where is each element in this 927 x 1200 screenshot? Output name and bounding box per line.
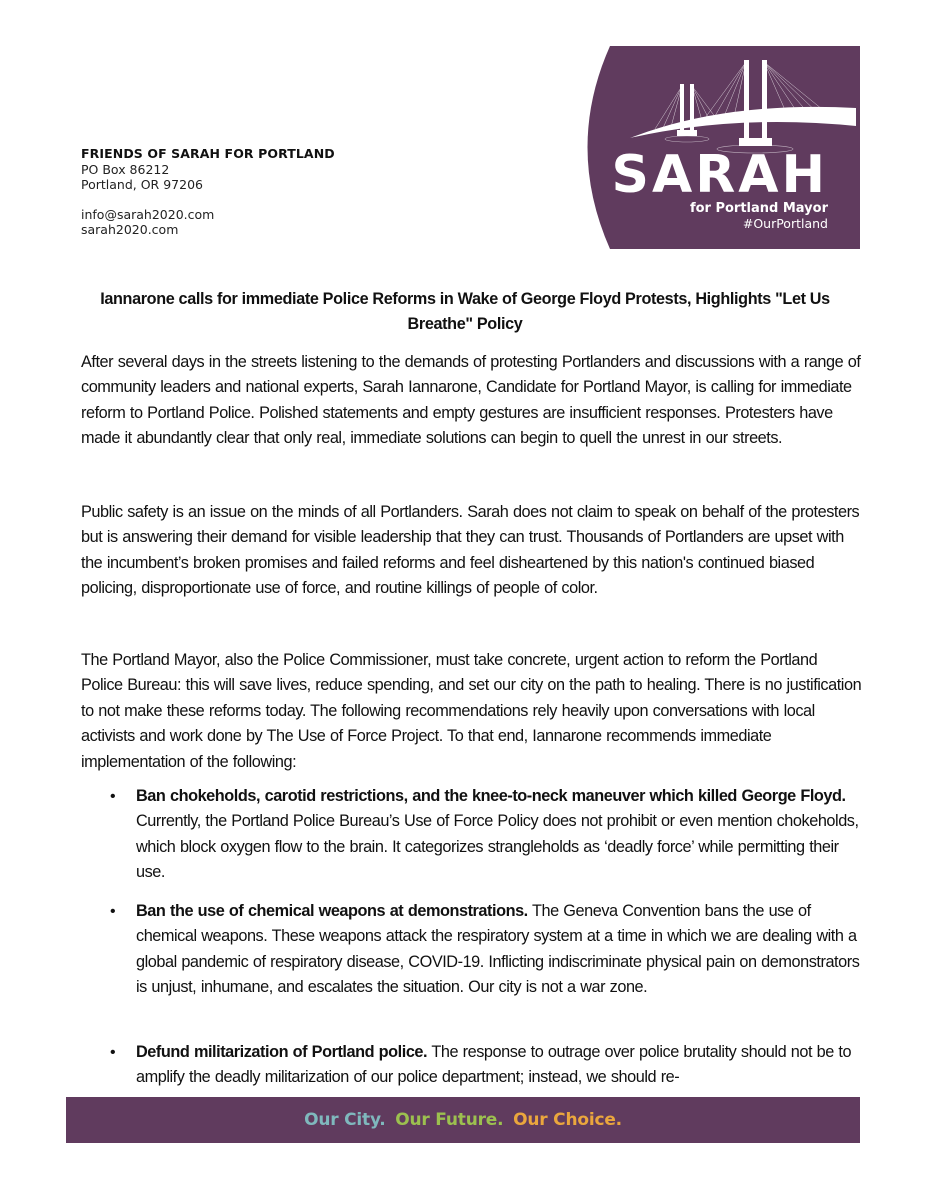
slogan: [302, 1110, 624, 1130]
paragraph-intro: After several days in the streets listening to the demands of protesting Portlanders and discussions with a range of community leaders and national experts, Sarah Iannarone, Candidate for Portland Mayor, is calling for immediate reform to Portland Police. Polished statements and empty gestures are insufficient responses. Protesters have made it abundantly clear that only real, immediate solutions can begin to quell the unrest in our streets.: [81, 353, 861, 448]
recommendation-text: The Geneva Convention bans the use of chemical weapons. These weapons attack the respiratory system at a time in which we are dealing with a global pandemic of respiratory disease, COVID-19. Inflicting indiscriminate physical pain on demonstrators is unjust, inhumane, and escalates the situation. Our city is not a war zone.: [136, 902, 860, 997]
bullet-icon: •: [110, 788, 116, 805]
bullet-icon: •: [110, 1044, 116, 1061]
recommendation-item: [81, 1040, 863, 1091]
logo-name: SARAH: [611, 145, 828, 205]
footer-slogan-bar: [66, 1097, 860, 1143]
campaign-logo: [585, 46, 860, 249]
press-release-headline: Iannarone calls for immediate Police Reforms in Wake of George Floyd Protests, Highlights "Let Us Breathe" Policy: [100, 290, 830, 333]
paragraph-public-safety: Public safety is an issue on the minds of all Portlanders. Sarah does not claim to speak on behalf of the protesters but is answering their demand for visible leadership that they can trust. Thousands of Portlanders are upset with the incumbent’s broken promises and failed reforms and feel disheartened by this nation's continued biased policing, disproportionate use of force, and routine killings of people of color.: [81, 503, 860, 598]
recommendation-title: Defund militarization of Portland police.: [136, 1043, 428, 1061]
logo-tagline: for Portland Mayor: [689, 201, 828, 216]
slogan-our-future: Our Future.: [395, 1110, 504, 1130]
address-line-2: Portland, OR 97206: [81, 177, 203, 192]
paragraph-mayor-action: The Portland Mayor, also the Police Commissioner, must take concrete, urgent action to reform the Portland Police Bureau: this will save lives, reduce spending, and set our city on the path to healing. There is no justification to not make these reforms today. The following recommendations rely heavily upon conversations with local activists and work done by The Use of Force Project. To that end, Iannarone recommends immediate implementation of the following:: [81, 651, 862, 771]
recommendations-list: [81, 784, 863, 1091]
website: sarah2020.com: [81, 222, 179, 237]
letterhead: [81, 146, 335, 238]
org-name: FRIENDS OF SARAH FOR PORTLAND: [81, 146, 335, 161]
slogan-our-choice: Our Choice.: [513, 1110, 622, 1130]
slogan-our-city: Our City.: [304, 1110, 386, 1130]
recommendation-title: Ban chokeholds, carotid restrictions, and the knee-to-neck maneuver which killed George Floyd.: [136, 787, 846, 805]
recommendation-item: [81, 899, 863, 1040]
recommendation-text: The response to outrage over police brutality should not be to amplify the deadly militarization of our police department; instead, we should re-: [136, 1043, 852, 1087]
logo-hashtag: #OurPortland: [742, 216, 828, 231]
contact-email: info@sarah2020.com: [81, 206, 215, 222]
recommendation-title: Ban the use of chemical weapons at demonstrations.: [136, 902, 528, 920]
recommendation-item: [81, 784, 863, 899]
recommendation-text: Currently, the Portland Police Bureau’s Use of Force Policy does not prohibit or even mention chokeholds, which block oxygen flow to the brain. It categorizes strangleholds as ‘deadly force’ while permitting their use.: [136, 812, 859, 882]
address-line-1: PO Box 86212: [81, 161, 170, 177]
bullet-icon: •: [110, 903, 116, 920]
